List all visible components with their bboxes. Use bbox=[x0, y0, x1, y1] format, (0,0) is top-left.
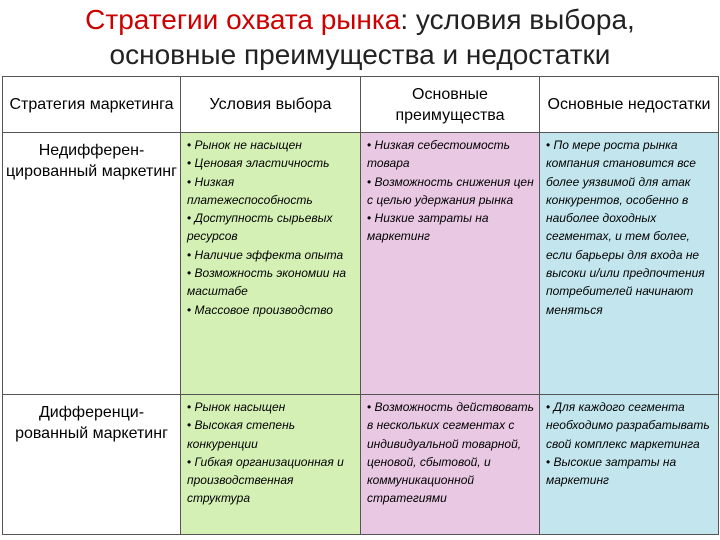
list-item: • Высокие затраты на маркетинг bbox=[546, 453, 715, 490]
advantages-cell bbox=[361, 395, 540, 535]
header-strategy: Стратегия маркетинга bbox=[3, 77, 181, 133]
table-row bbox=[3, 133, 719, 395]
list-item: • Для каждого сегмента необходимо разрабатывать свой комплекс маркетинга bbox=[546, 398, 715, 453]
title-line2: основные преимущества и недостатки bbox=[109, 39, 611, 70]
strategy-table bbox=[2, 76, 719, 535]
header-disadvantages: Основные недостатки bbox=[540, 77, 719, 133]
conditions-cell bbox=[181, 395, 361, 535]
list-item: • По мере роста рынка компания становится все более уязвимой для атак конкурентов, особенно в наиболее доходных сегментах, и тем более, если барьеры для входа не высоки и/или предпочтения потребителей начинают меняться bbox=[546, 136, 715, 319]
title-rest: : условия выбора, bbox=[400, 4, 635, 35]
list-item: • Высокая степень конкуренции bbox=[187, 416, 357, 453]
disadvantages-cell bbox=[540, 133, 719, 395]
list-item: • Низкая платежеспособность bbox=[187, 173, 357, 210]
advantages-cell bbox=[361, 133, 540, 395]
list-item: • Доступность сырьевых ресурсов bbox=[187, 209, 357, 246]
table-row bbox=[3, 395, 719, 535]
list-item: • Рынок не насыщен bbox=[187, 136, 357, 154]
header-conditions: Условия выбора bbox=[181, 77, 361, 133]
list-item: • Наличие эффекта опыта bbox=[187, 246, 357, 264]
header-advantages: Основные преимущества bbox=[361, 77, 540, 133]
title-highlight: Стратегии охвата рынка bbox=[85, 4, 401, 35]
page-title bbox=[0, 2, 720, 72]
disadvantages-cell bbox=[540, 395, 719, 535]
list-item: • Возможность действовать в нескольких сегментах с индивидуальной товарной, ценовой, сбытовой, и коммуникационной стратегиями bbox=[367, 398, 536, 508]
list-item: • Низкая себестоимость товара bbox=[367, 136, 536, 173]
list-item: • Низкие затраты на маркетинг bbox=[367, 209, 536, 246]
strategy-name: Недифферен-цированный маркетинг bbox=[3, 133, 181, 395]
list-item: • Возможность экономии на масштабе bbox=[187, 264, 357, 301]
list-item: • Массовое производство bbox=[187, 301, 357, 319]
list-item: • Ценовая эластичность bbox=[187, 154, 357, 172]
list-item: • Гибкая организационная и производственная структура bbox=[187, 453, 357, 508]
table-header-row bbox=[3, 77, 719, 133]
list-item: • Возможность снижения цен с целью удержания рынка bbox=[367, 173, 536, 210]
strategy-name: Дифференци-рованный маркетинг bbox=[3, 395, 181, 535]
conditions-cell bbox=[181, 133, 361, 395]
list-item: • Рынок насыщен bbox=[187, 398, 357, 416]
